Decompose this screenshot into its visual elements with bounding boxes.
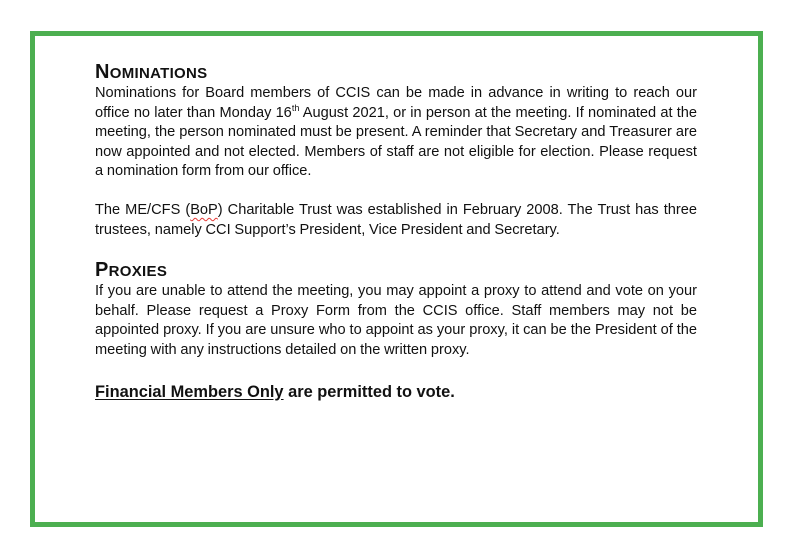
financial-members-emphasis: Financial Members Only (95, 382, 284, 401)
spellcheck-flagged-word: BoP (190, 201, 218, 218)
trust-paragraph: The ME/CFS (BoP) Charitable Trust was established in February 2008. The Trust has three trustees, namely CCI Support’s President, Vice President and Secretary. (95, 201, 697, 238)
ordinal-suffix: th (291, 102, 300, 113)
document-content (95, 62, 697, 419)
page-border-frame (30, 31, 763, 527)
voting-notice: Financial Members Only are permitted to vote. (95, 382, 455, 401)
proxies-heading: PROXIES (95, 259, 168, 282)
paragraph-gap (95, 182, 697, 201)
proxies-paragraph: If you are unable to attend the meeting, you may appoint a proxy to attend and vote on your behalf. Please request a Proxy Form from the CCIS office. Staff members may not be appointed proxy. If you are unsure who to appoint as your proxy, it can be the President of the meeting with any instructions detailed on the written proxy. (95, 283, 697, 358)
nominations-paragraph: Nominations for Board members of CCIS can be made in advance in writing to reach our office no later than Monday 16th August 2021, or in person at the meeting. If nominated at the meeting, the person nominated must be present. A reminder that Secretary and Treasurer are now appointed and not elected. Members of staff are not eligible for election. Please request a nomination form from our office. (95, 85, 698, 180)
nominations-heading: NOMINATIONS (95, 61, 208, 83)
